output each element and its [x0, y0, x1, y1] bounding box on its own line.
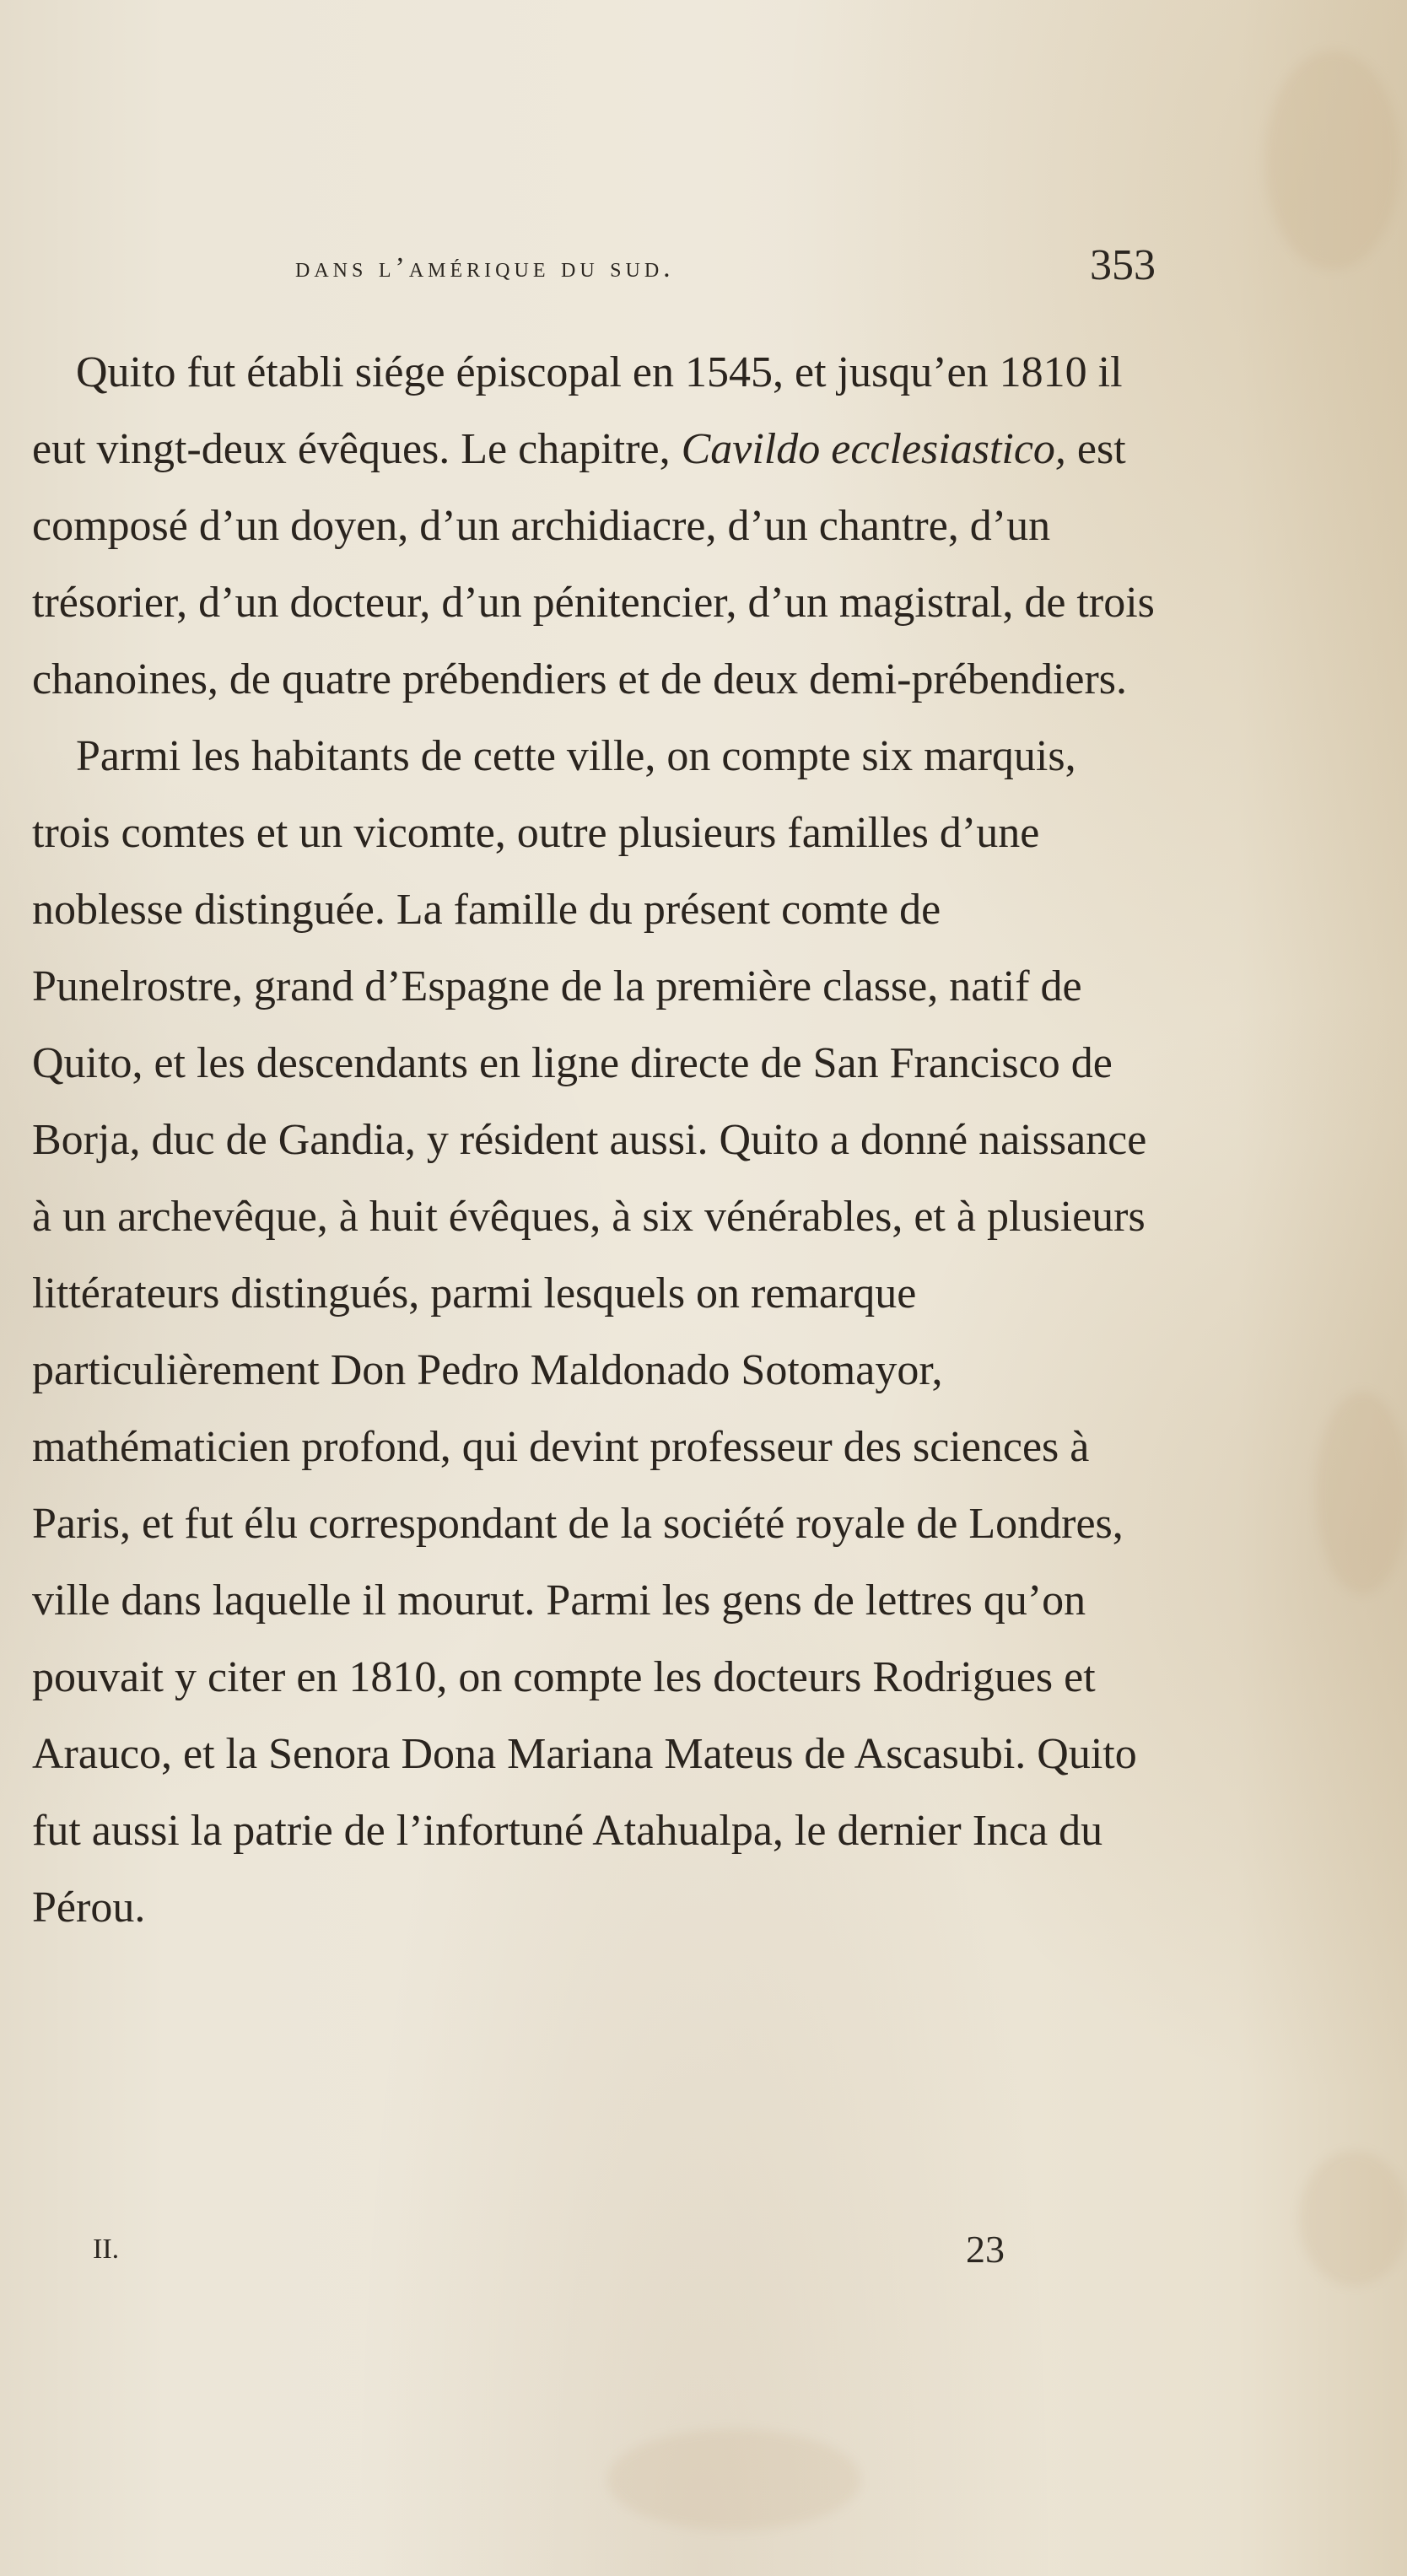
paper-stain	[1265, 51, 1400, 270]
italic-run: Cavildo ecclesiastico,	[681, 425, 1066, 473]
paper-stain	[607, 2429, 860, 2530]
paragraph-1	[32, 334, 1162, 718]
body-text	[32, 334, 1162, 1946]
paper-stain	[1299, 2151, 1407, 2286]
text-run: est composé d’un doyen, d’un archidiacre, d’un chantre, d’un trésorier, d’un docteur, d’un pénitencier, d’un magistral, de trois chanoines, de quatre prébendiers et de deux demi-prébendiers.	[32, 425, 1155, 703]
text-run: Quito fut établi siége épiscopal en 1545, et jusqu’en 1810 il eut vingt-deux évêques. Le chapitre,	[32, 348, 1123, 473]
signature-mark: 23	[966, 2228, 1005, 2271]
text-run: Parmi les habitants de cette ville, on compte six marquis, trois comtes et un vicomte, outre plusieurs familles d’une noblesse distinguée. La famille du présent comte de Punelrostre, grand d’Espagne de la première classe, natif de Quito, et les descendants en ligne directe de San Francisco de Borja, duc de Gandia, y résident aussi. Quito a donné naissance à un archevêque, à huit évêques, à six vénérables, et à plusieurs littérateurs distingués, parmi lesquels on remarque particulièrement Don Pedro Maldonado Sotomayor, mathématicien profond, qui devint professeur des sciences à Paris, et fut élu correspondant de la société royale de Londres, ville dans laquelle il mourut. Parmi les gens de lettres qu’on pouvait y citer en 1810, on compte les docteurs Rodrigues et Arauco, et la Senora Dona Mariana Mateus de Ascasubi. Quito fut aussi la patrie de l’infortuné Atahualpa, le dernier Inca du Pérou.	[32, 732, 1147, 1932]
volume-mark: II.	[93, 2234, 120, 2265]
running-head: dans l’amérique du sud.	[295, 252, 675, 283]
page-header	[295, 240, 1156, 299]
paragraph-2	[32, 718, 1162, 1946]
page-footer	[93, 2227, 1021, 2286]
page-number: 353	[1090, 241, 1156, 289]
paper-stain	[1316, 1392, 1407, 1594]
